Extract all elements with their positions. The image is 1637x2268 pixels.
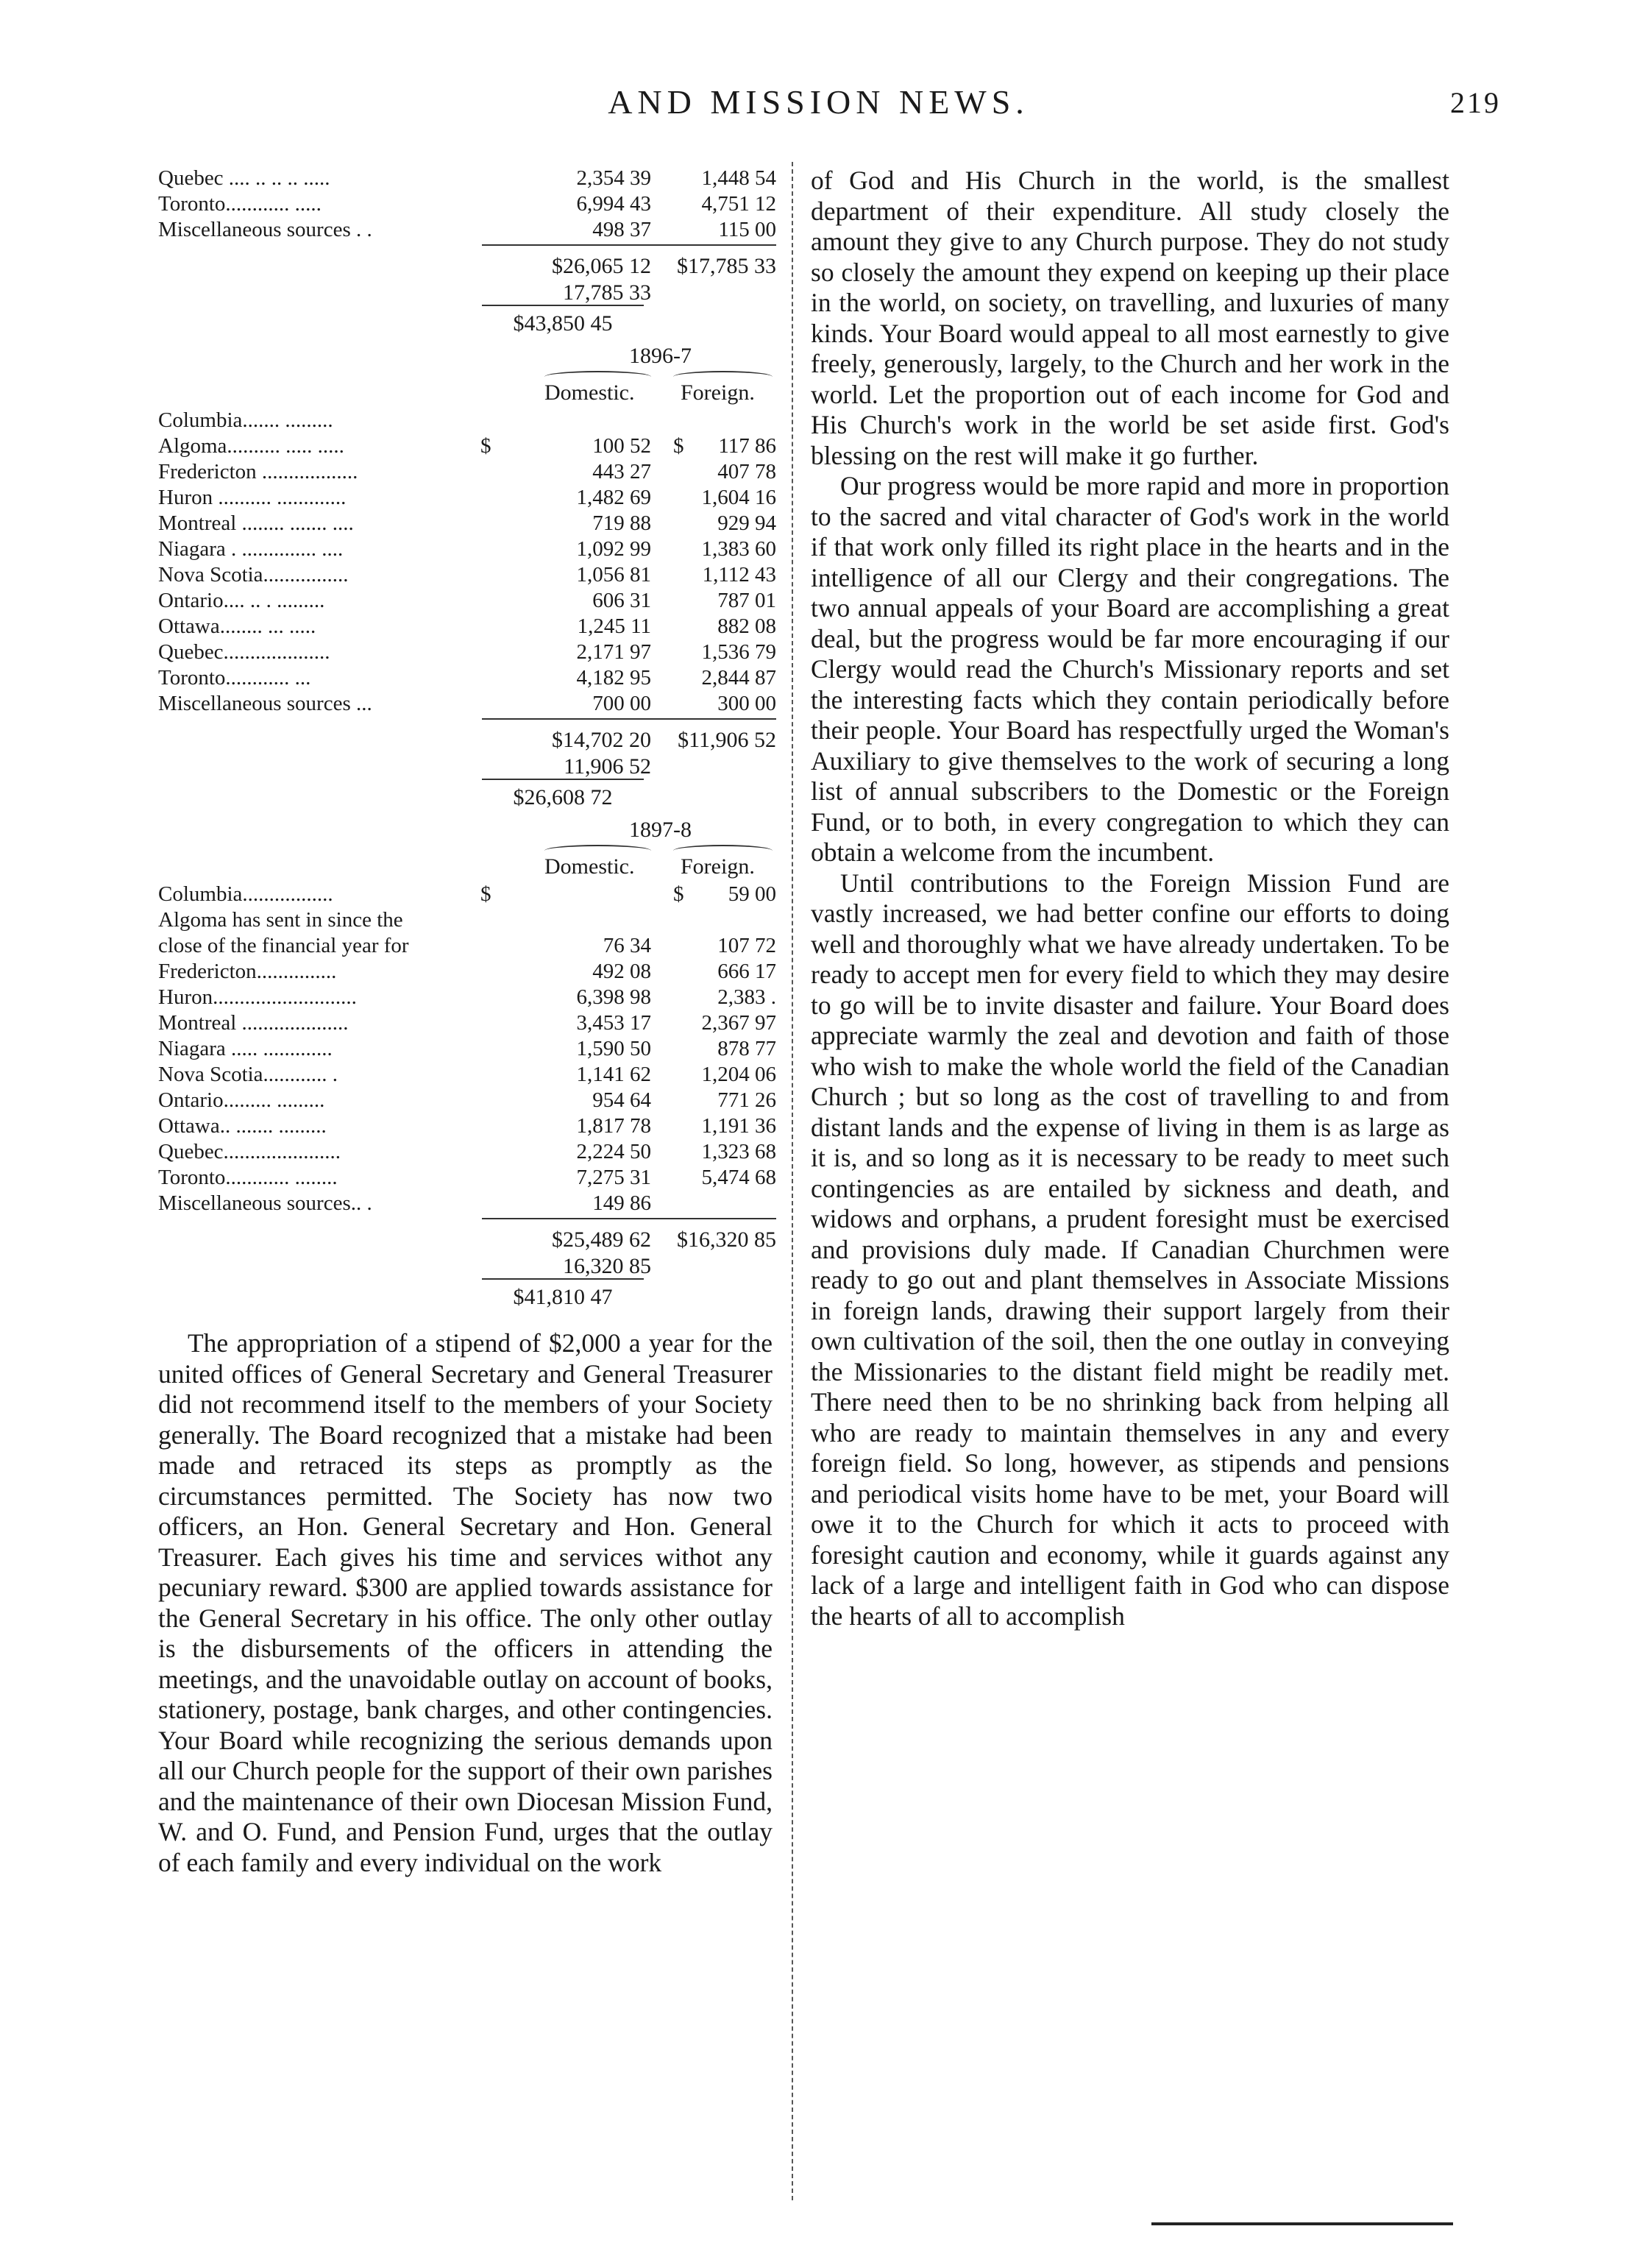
table-row: [158, 1010, 776, 1036]
row-label: Ottawa.. ....... .........: [158, 1114, 327, 1138]
domestic-value: 1,482 69: [576, 486, 651, 509]
body-paragraph: of God and His Church in the world, is the smallest department of their expenditure. All study closely the amount they give to any Church purpose. They do not study so closely the amount they expend on keeping up their place in the world, on society, on travelling, and luxuries of many kinds. Your Board would appeal to all most earnestly to give freely, generously, largely, to the Church and her work in the world. Let the proportion out of each income for God and His Church's work in the world be set aside first. God's blessing on the rest will make it go further.: [811, 166, 1449, 470]
row-label: Fredericton...............: [158, 960, 337, 983]
foreign-value: 107 72: [717, 934, 776, 957]
foreign-column-heading: Foreign.: [681, 380, 755, 405]
grand-total-rule: [482, 305, 644, 306]
row-label: Huron .......... .............: [158, 486, 347, 509]
right-column: [811, 166, 1449, 1631]
foreign-value: 882 08: [717, 614, 776, 638]
table-row: [158, 933, 776, 959]
row-label: Toronto............ .....: [158, 192, 322, 216]
foreign-value: 1,204 06: [701, 1063, 776, 1086]
foreign-value: 1,604 16: [701, 486, 776, 509]
foreign-value: 666 17: [717, 960, 776, 983]
row-label: Quebec....................: [158, 640, 330, 664]
foreign-value: 771 26: [717, 1088, 776, 1112]
domestic-value: 1,590 50: [576, 1037, 651, 1060]
foreign-column-heading: Foreign.: [681, 854, 755, 879]
grand-total-rule: [482, 1278, 644, 1280]
domestic-value: 1,092 99: [576, 537, 651, 561]
row-label: close of the financial year for: [158, 934, 409, 957]
row-label: Algoma.......... ..... .....: [158, 434, 344, 458]
foreign-value: 878 77: [717, 1037, 776, 1060]
table-row: [158, 665, 776, 691]
domestic-value: 719 88: [592, 511, 651, 535]
foreign-value: 1,448 54: [701, 166, 776, 190]
row-label: Columbia.................: [158, 882, 333, 906]
domestic-value: 4,182 95: [576, 666, 651, 690]
domestic-value: 6,398 98: [576, 985, 651, 1009]
row-label: Miscellaneous sources ...: [158, 692, 372, 715]
total-rule: [482, 1218, 651, 1219]
total-foreign: $16,320 85: [677, 1227, 776, 1252]
domestic-value: 149 86: [592, 1191, 651, 1215]
row-label: Toronto............ ........: [158, 1166, 338, 1189]
contributions-table-1896-7: [158, 340, 776, 814]
domestic-value: 443 27: [592, 460, 651, 483]
total-rule: [651, 718, 776, 720]
row-label: Quebec .... .. .. .. .....: [158, 166, 330, 190]
domestic-value: 7,275 31: [576, 1166, 651, 1189]
contributions-table-a: [158, 166, 776, 340]
left-column: [158, 166, 776, 1878]
foreign-value: 59 00: [728, 882, 776, 906]
table-row: [158, 959, 776, 985]
table-row: [158, 1165, 776, 1191]
table-row: [158, 985, 776, 1010]
table-c-grand-total: [158, 1268, 773, 1314]
total-rule: [651, 244, 776, 246]
foreign-value: 5,474 68: [701, 1166, 776, 1189]
row-label: Miscellaneous sources . .: [158, 218, 372, 241]
running-title: AND MISSION NEWS.: [608, 83, 1029, 121]
carried-foreign: 11,906 52: [564, 754, 651, 779]
table-row: [158, 1062, 776, 1088]
year-heading: 1897-8: [629, 818, 692, 842]
table-c-totals: [158, 1216, 776, 1278]
table-row: [158, 614, 776, 639]
foreign-value: 115 00: [718, 218, 776, 241]
carried-foreign: 17,785 33: [563, 280, 651, 305]
table-row: [158, 1088, 776, 1113]
foreign-value: 2,844 87: [701, 666, 776, 690]
domestic-value: 954 64: [592, 1088, 651, 1112]
row-label: Ontario......... .........: [158, 1088, 325, 1112]
grand-total-value: $26,608 72: [513, 785, 613, 809]
table-row: [158, 588, 776, 614]
domestic-value: 1,056 81: [576, 563, 651, 587]
dollar-sign: $: [480, 434, 491, 458]
total-rule: [482, 244, 651, 246]
year-heading: 1896-7: [629, 344, 692, 368]
foreign-value: 1,191 36: [701, 1114, 776, 1138]
row-label: Columbia....... .........: [158, 408, 333, 432]
table-a-totals: [158, 243, 776, 305]
foreign-value: 2,383 .: [717, 985, 776, 1009]
table-row: [158, 1113, 776, 1139]
dollar-sign: $: [673, 434, 684, 458]
table-row: [158, 433, 776, 459]
foreign-value: 4,751 12: [701, 192, 776, 216]
row-label: Huron...........................: [158, 985, 357, 1009]
table-row: [158, 459, 776, 485]
total-rule: [651, 1218, 776, 1219]
table-row: [158, 217, 776, 243]
table-row: [158, 691, 776, 717]
foreign-value: 1,383 60: [701, 537, 776, 561]
table-row: [158, 1036, 776, 1062]
table-row: [158, 639, 776, 665]
total-domestic: $25,489 62: [552, 1227, 651, 1252]
row-label: Nova Scotia................: [158, 563, 349, 587]
domestic-value: 100 52: [592, 434, 651, 458]
row-label: Ontario.... .. . .........: [158, 589, 325, 612]
foreign-value: 1,323 68: [701, 1140, 776, 1163]
table-b-header: [158, 340, 773, 408]
table-row: [158, 511, 776, 536]
column-divider: [792, 162, 793, 2200]
carried-foreign: 16,320 85: [563, 1254, 651, 1278]
table-a-grand-total: [158, 294, 773, 340]
table-row: [158, 882, 776, 907]
table-c-header: [158, 814, 773, 882]
row-label: Niagara ..... .............: [158, 1037, 333, 1060]
total-domestic: $26,065 12: [552, 254, 651, 278]
grand-total-value: $41,810 47: [513, 1285, 613, 1309]
total-domestic: $14,702 20: [552, 728, 651, 752]
total-foreign: $11,906 52: [678, 728, 776, 752]
row-label: Montreal ........ ....... ....: [158, 511, 354, 535]
table-row: [158, 408, 773, 433]
page-header: [0, 82, 1637, 134]
foreign-value: 117 86: [718, 434, 776, 458]
body-paragraph: Until contributions to the Foreign Mission Fund are vastly increased, we had better confine our efforts to doing well and thoroughly what we have already undertaken. To be ready to accept men for every field to which they may desire to go will be to invite disaster and failure. Your Board does appreciate warmly the zeal and devotion and faith of those who wish to make the whole world the field of the Canadian Church ; but so long as the cost of travelling to and from distant lands and the expense of living in them is as large as it is, and so long as it is necessary to be ready to meet such contingencies as are entailed by sickness and death, and widows and orphans, a prudent foresight must be exercised and provisions duly made. If Canadian Churchmen were ready to go out and plant themselves in Associate Missions in foreign lands, drawing their support largely from their own cultivation of the soil, then the one outlay in conveying the Missionaries to the distant field might be readily met. There need then to be no shrinking back from helping all who are ready to maintain themselves in any and every foreign field. So long, however, as stipends and pensions and periodical visits home have to be met, your Board will owe it to the Church for which it acts to proceed with foresight caution and economy, while it guards against any lack of a large and intelligent faith in God who can dispose the hearts of all to accomplish: [811, 868, 1449, 1631]
foreign-value: 1,536 79: [701, 640, 776, 664]
domestic-value: 700 00: [592, 692, 651, 715]
total-rule: [482, 718, 651, 720]
domestic-value: 3,453 17: [576, 1011, 651, 1035]
row-label: Nova Scotia............ .: [158, 1063, 338, 1086]
table-b-totals: [158, 717, 776, 779]
foreign-value: 787 01: [717, 589, 776, 612]
row-label: Toronto............ ...: [158, 666, 311, 690]
domestic-column-heading: Domestic.: [544, 854, 635, 879]
table-row: [158, 1139, 776, 1165]
dollar-sign: $: [480, 882, 491, 906]
total-foreign: $17,785 33: [677, 254, 776, 278]
foreign-value: 929 94: [717, 511, 776, 535]
row-label: Algoma has sent in since the: [158, 908, 403, 932]
row-label: Ottawa........ ... .....: [158, 614, 316, 638]
footer-rule: [1151, 2222, 1453, 2225]
body-paragraph: The appropriation of a stipend of $2,000 a year for the united offices of General Secretary and General Treasurer did not recommend itself to the members of your Society generally. The Board recognized that a mistake had been made and retraced its steps as promptly as the circumstances permitted. The Society has now two officers, an Hon. General Secretary and Hon. General Treasurer. Each gives his time and services withot any pecuniary reward. $300 are applied towards assistance for the General Secretary in his office. The only other outlay is the disbursements of the officers in attending the meetings, and the unavoidable outlay on account of books, stationery, postage, bank charges, and other contingencies. Your Board while recognizing the serious demands upon all our Church people for the support of their own parishes and the maintenance of their own Diocesan Mission Fund, W. and O. Fund, and Pension Fund, urges that the outlay of each family and every individual on the work: [158, 1328, 773, 1877]
table-row: [158, 191, 776, 217]
domestic-value: 1,245 11: [577, 614, 651, 638]
page-number: 219: [1450, 86, 1501, 119]
row-label: Quebec......................: [158, 1140, 341, 1163]
domestic-value: 606 31: [592, 589, 651, 612]
row-label: Miscellaneous sources.. .: [158, 1191, 372, 1215]
row-label: Niagara . .............. ....: [158, 537, 344, 561]
domestic-column-heading: Domestic.: [544, 380, 635, 405]
domestic-value: 2,354 39: [576, 166, 651, 190]
foreign-value: 2,367 97: [701, 1011, 776, 1035]
body-paragraph: Our progress would be more rapid and more in proportion to the sacred and vital character of God's work in the world if that work only filled its right place in the hearts and in the intelligence of all our Clergy and their congregations. The two annual appeals of your Board are accomplishing a great deal, but the progress would be far more encouraging if our Clergy would read the Church's Missionary reports and set the interesting facts which they contain periodically before their people. Your Board has respectfully urged the Woman's Auxiliary to give themselves to the work of securing a long list of annual subscribers to the Domestic or the Foreign Fund, or to both, in every congregation to which they can obtain a welcome from the incumbent.: [811, 471, 1449, 867]
domestic-value: 2,171 97: [576, 640, 651, 664]
table-row: [158, 907, 773, 933]
domestic-value: 1,141 62: [576, 1063, 651, 1086]
table-row: [158, 485, 776, 511]
domestic-value: 2,224 50: [576, 1140, 651, 1163]
domestic-value: 492 08: [592, 960, 651, 983]
table-row: [158, 166, 776, 191]
table-row: [158, 1191, 773, 1216]
foreign-value: 1,112 43: [702, 563, 776, 587]
domestic-value: 6,994 43: [576, 192, 651, 216]
row-label: Fredericton ..................: [158, 460, 358, 483]
domestic-value: 76 34: [603, 934, 651, 957]
row-label: Montreal ....................: [158, 1011, 349, 1035]
table-b-grand-total: [158, 768, 773, 814]
grand-total-value: $43,850 45: [513, 311, 613, 336]
grand-total-rule: [482, 779, 644, 780]
dollar-sign: $: [673, 882, 684, 906]
domestic-value: 1,817 78: [576, 1114, 651, 1138]
contributions-table-1897-8: [158, 814, 776, 1314]
foreign-value: 407 78: [717, 460, 776, 483]
table-row: [158, 536, 776, 562]
domestic-value: 498 37: [592, 218, 651, 241]
foreign-value: 300 00: [717, 692, 776, 715]
table-row: [158, 562, 776, 588]
